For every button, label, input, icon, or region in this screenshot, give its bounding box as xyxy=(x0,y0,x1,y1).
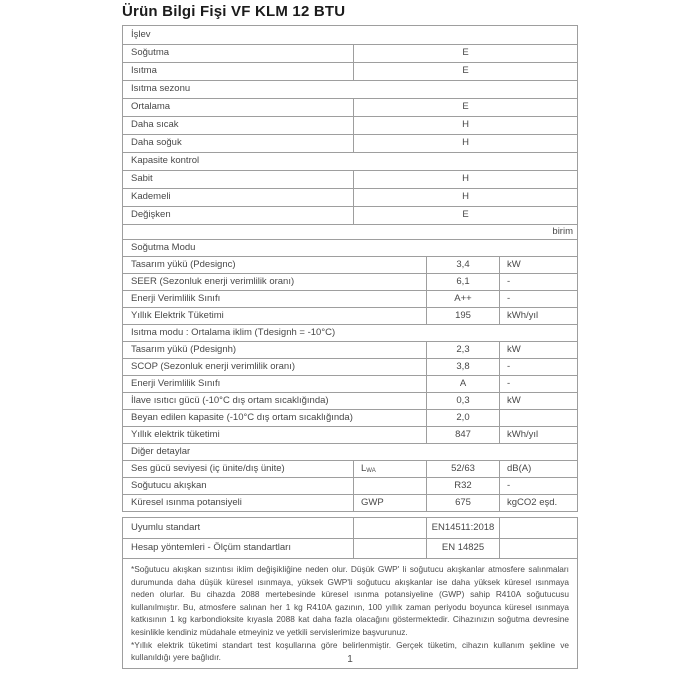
section-row-sogutma-modu xyxy=(123,239,577,256)
row-label: Tasarım yükü (Pdesignc) xyxy=(131,258,236,270)
row-unit xyxy=(499,518,577,538)
footnotes-box xyxy=(123,558,577,668)
row-label: Küresel ısınma potansiyeli xyxy=(131,496,242,508)
row-symbol: GWP xyxy=(353,495,426,511)
row-label: Soğutucu akışkan xyxy=(131,479,207,491)
row-label: Tasarım yükü (Pdesignh) xyxy=(131,343,237,355)
row-value: 3,4 xyxy=(426,257,499,273)
row-unit: - xyxy=(499,291,577,307)
row-unit: kgCO2 eşd. xyxy=(499,495,577,511)
table-row xyxy=(123,426,577,443)
row-label: Enerji Verimlilik Sınıfı xyxy=(131,377,221,389)
footnote-refrigerant: *Soğutucu akışkan sızıntısı iklim değişikliğine neden olur. Düşük GWP' li soğutucu akışkanlar atmosfere salınmaları durumunda daha düşük küresel ısınmaya, yüksek GWP'li soğutucu akışkanlar ise daha yüksek küresel ısınmaya neden olurlar. Bu cihazda 2088 mertebesinde küresel ısınma potansiyeline (GWP) sahip R410A soğutucusu kullanılmıştır. Bu, atmosfere salınan her 1 kg R410A gazının, 100 yıllık zaman periyodu boyunca küresel ısınmaya katkısının 1 kg karbondioksite kıyasla 2088 kat daha fazla olacağını göstermektedir. Cihazınızın soğutma devresine kesinlikle kendiniz müdahale etmeyiniz ve yetkili servislerimize başvurunuz. xyxy=(131,564,569,637)
product-fiche-table xyxy=(122,25,578,512)
section-header: Isıtma modu : Ortalama iklim (Tdesignh = -10°C) xyxy=(131,326,336,338)
row-unit: kWh/yıl xyxy=(499,427,577,443)
row-symbol xyxy=(353,461,426,477)
row-label: Sabit xyxy=(131,173,153,185)
table-row xyxy=(123,307,577,324)
row-label: Beyan edilen kapasite (-10°C dış ortam sıcaklığında) xyxy=(131,411,353,423)
table-row xyxy=(123,170,577,188)
row-symbol xyxy=(353,539,426,558)
footnote-consumption: *Yıllık elektrik tüketimi standart test koşullarına göre belirlenmiştir. Gerçek tüketim, cihazın kullanım şekline ve kullanıldığı yere bağlıdır. xyxy=(131,639,569,663)
row-unit: kW xyxy=(499,257,577,273)
section-header: Kapasite kontrol xyxy=(131,155,200,167)
row-unit xyxy=(499,539,577,558)
row-unit: kWh/yıl xyxy=(499,308,577,324)
section-header: Diğer detaylar xyxy=(131,445,191,457)
row-label: Ortalama xyxy=(131,101,171,113)
row-label: Uyumlu standart xyxy=(131,521,201,533)
row-label: Kademeli xyxy=(131,191,171,203)
table-row xyxy=(123,62,577,80)
page-number: 1 xyxy=(347,654,353,665)
row-unit: - xyxy=(499,274,577,290)
row-symbol xyxy=(353,518,426,538)
row-unit: - xyxy=(499,478,577,494)
row-value: EN 14825 xyxy=(426,539,499,558)
fiche-content xyxy=(122,3,578,669)
table-row xyxy=(123,206,577,224)
table-row xyxy=(123,538,577,558)
row-value: E xyxy=(353,63,577,80)
row-label: Soğutma xyxy=(131,47,170,59)
section-row-isitma-modu xyxy=(123,324,577,341)
row-symbol xyxy=(353,478,426,494)
section-header: İşlev xyxy=(131,28,151,40)
row-unit: - xyxy=(499,359,577,375)
row-label: SCOP (Sezonluk enerji verimlilik oranı) xyxy=(131,360,296,372)
row-value: R32 xyxy=(426,478,499,494)
row-label: Enerji Verimlilik Sınıfı xyxy=(131,292,221,304)
table-row xyxy=(123,256,577,273)
row-value: H xyxy=(353,171,577,188)
table-row xyxy=(123,44,577,62)
row-value: 675 xyxy=(426,495,499,511)
row-value: A++ xyxy=(426,291,499,307)
symbol-main: L xyxy=(361,462,367,474)
row-unit: kW xyxy=(499,393,577,409)
row-label: Daha sıcak xyxy=(131,119,179,131)
standards-table xyxy=(122,517,578,669)
row-unit xyxy=(499,410,577,426)
section-row-kapasite-kontrol xyxy=(123,152,577,170)
section-header: Soğutma Modu xyxy=(131,241,196,253)
row-label: Değişken xyxy=(131,209,171,221)
table-row xyxy=(123,290,577,307)
table-row xyxy=(123,273,577,290)
table-row xyxy=(123,341,577,358)
row-value: 3,8 xyxy=(426,359,499,375)
row-label: Yıllık elektrik tüketimi xyxy=(131,428,220,440)
row-value: A xyxy=(426,376,499,392)
row-label: Daha soğuk xyxy=(131,137,182,149)
row-value: H xyxy=(353,135,577,152)
symbol-subscript: WA xyxy=(366,467,376,474)
row-unit: - xyxy=(499,376,577,392)
row-label: Ses gücü seviyesi (iç ünite/dış ünite) xyxy=(131,462,285,474)
section-header: Isıtma sezonu xyxy=(131,83,191,95)
row-value: 195 xyxy=(426,308,499,324)
section-row-islev xyxy=(123,26,577,44)
section-row-isitma-sezonu xyxy=(123,80,577,98)
row-label: Yıllık Elektrik Tüketimi xyxy=(131,309,224,321)
table-row xyxy=(123,460,577,477)
row-value: 6,1 xyxy=(426,274,499,290)
table-row xyxy=(123,409,577,426)
table-row xyxy=(123,477,577,494)
row-value: 2,0 xyxy=(426,410,499,426)
row-label: Isıtma xyxy=(131,65,157,77)
unit-header-row xyxy=(123,224,577,239)
row-value: 847 xyxy=(426,427,499,443)
table-row xyxy=(123,375,577,392)
table-row xyxy=(123,392,577,409)
page-title: Ürün Bilgi Fişi VF KLM 12 BTU xyxy=(122,3,346,20)
row-value: EN14511:2018 xyxy=(426,518,499,538)
row-value: H xyxy=(353,189,577,206)
row-value: E xyxy=(353,207,577,224)
table-row xyxy=(123,98,577,116)
row-value: E xyxy=(353,99,577,116)
row-unit: kW xyxy=(499,342,577,358)
row-label: SEER (Sezonluk enerji verimlilik oranı) xyxy=(131,275,295,287)
row-value: 52/63 xyxy=(426,461,499,477)
unit-column-label: birim xyxy=(552,225,573,237)
row-unit: dB(A) xyxy=(499,461,577,477)
table-row xyxy=(123,494,577,511)
table-row xyxy=(123,116,577,134)
table-row xyxy=(123,188,577,206)
row-value: 2,3 xyxy=(426,342,499,358)
row-label: Hesap yöntemleri - Ölçüm standartları xyxy=(131,542,291,554)
table-row xyxy=(123,518,577,538)
row-value: 0,3 xyxy=(426,393,499,409)
row-value: H xyxy=(353,117,577,134)
row-label: İlave ısıtıcı gücü (-10°C dış ortam sıcaklığında) xyxy=(131,394,329,406)
row-value: E xyxy=(353,45,577,62)
table-row xyxy=(123,358,577,375)
table-row xyxy=(123,134,577,152)
section-row-diger-detaylar xyxy=(123,443,577,460)
